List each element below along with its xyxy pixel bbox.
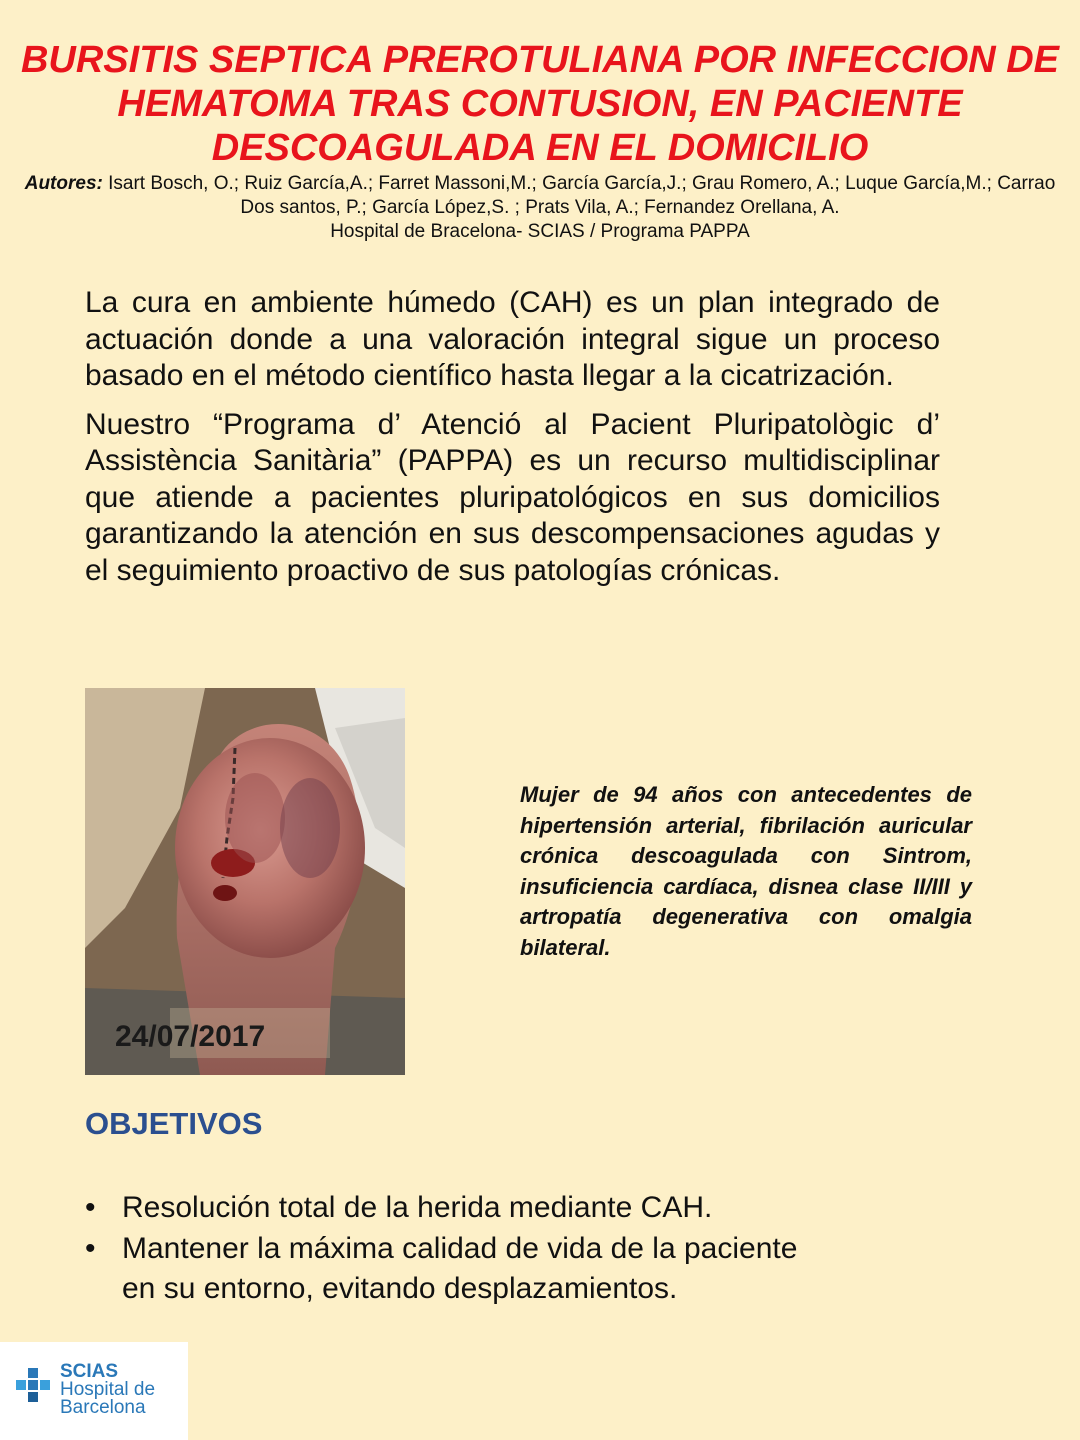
bullet: • xyxy=(85,1191,96,1224)
objectives-heading: OBJETIVOS xyxy=(85,1106,263,1141)
bullet: • xyxy=(85,1232,96,1265)
photo-date: 24/07/2017 xyxy=(115,1020,266,1053)
authors-label: Autores: xyxy=(24,173,103,194)
logo-text xyxy=(60,1363,155,1417)
authors-block xyxy=(10,172,1070,244)
institution: Hospital de Bracelona- SCIAS / Programa PAPPA xyxy=(330,221,750,242)
intro-paragraph-2: Nuestro “Programa d’ Atenció al Pacient Pluripatològic d’ Assistència Sanitària” (PAPPA) es un recurso multidisciplinar que atiende a pacientes pluripatológicos en sus domicilios garantizando la atención en sus descompensaciones agudas y el seguimiento proactivo de sus patologías crónicas. xyxy=(85,407,940,587)
objective-text: Mantener la máxima calidad de vida de la paciente en su entorno, evitando desplazamientos. xyxy=(122,1232,798,1305)
case-description: Mujer de 94 años con antecedentes de hipertensión arterial, fibrilación auricular crónica descoagulada con Sintrom, insuficiencia cardíaca, disnea clase II/III y artropatía degenerativa con omalgia bilateral. xyxy=(520,782,972,960)
authors-list: Isart Bosch, O.; Ruiz García,A.; Farret Massoni,M.; García García,J.; Grau Romero, A.; Luque García,M.; Carrao Dos santos, P.; García López,S. ; Prats Vila, A.; Fernandez Orellana, A. xyxy=(108,173,1056,218)
objective-item xyxy=(85,1188,805,1228)
logo-line-2: Hospital de xyxy=(60,1379,156,1400)
objectives-list xyxy=(85,1188,805,1310)
scias-cross-icon xyxy=(14,1366,56,1408)
wound-photo xyxy=(85,688,405,1075)
scias-logo xyxy=(0,1342,188,1440)
intro-paragraph-1: La cura en ambiente húmedo (CAH) es un plan integrado de actuación donde a una valoración integral sigue un proceso basado en el método científico hasta llegar a la cicatrización. xyxy=(85,286,940,392)
intro-section xyxy=(85,285,940,601)
logo-line-1: SCIAS xyxy=(60,1361,119,1382)
objective-item xyxy=(85,1229,805,1309)
knee-wound-illustration xyxy=(85,688,405,1075)
logo-line-3: Barcelona xyxy=(60,1397,146,1418)
poster-title: BURSITIS SEPTICA PREROTULIANA POR INFECCION DE HEMATOMA TRAS CONTUSION, EN PACIENTE DESCOAGULADA EN EL DOMICILIO xyxy=(20,39,1060,169)
objective-text: Resolución total de la herida mediante CAH. xyxy=(122,1191,713,1224)
